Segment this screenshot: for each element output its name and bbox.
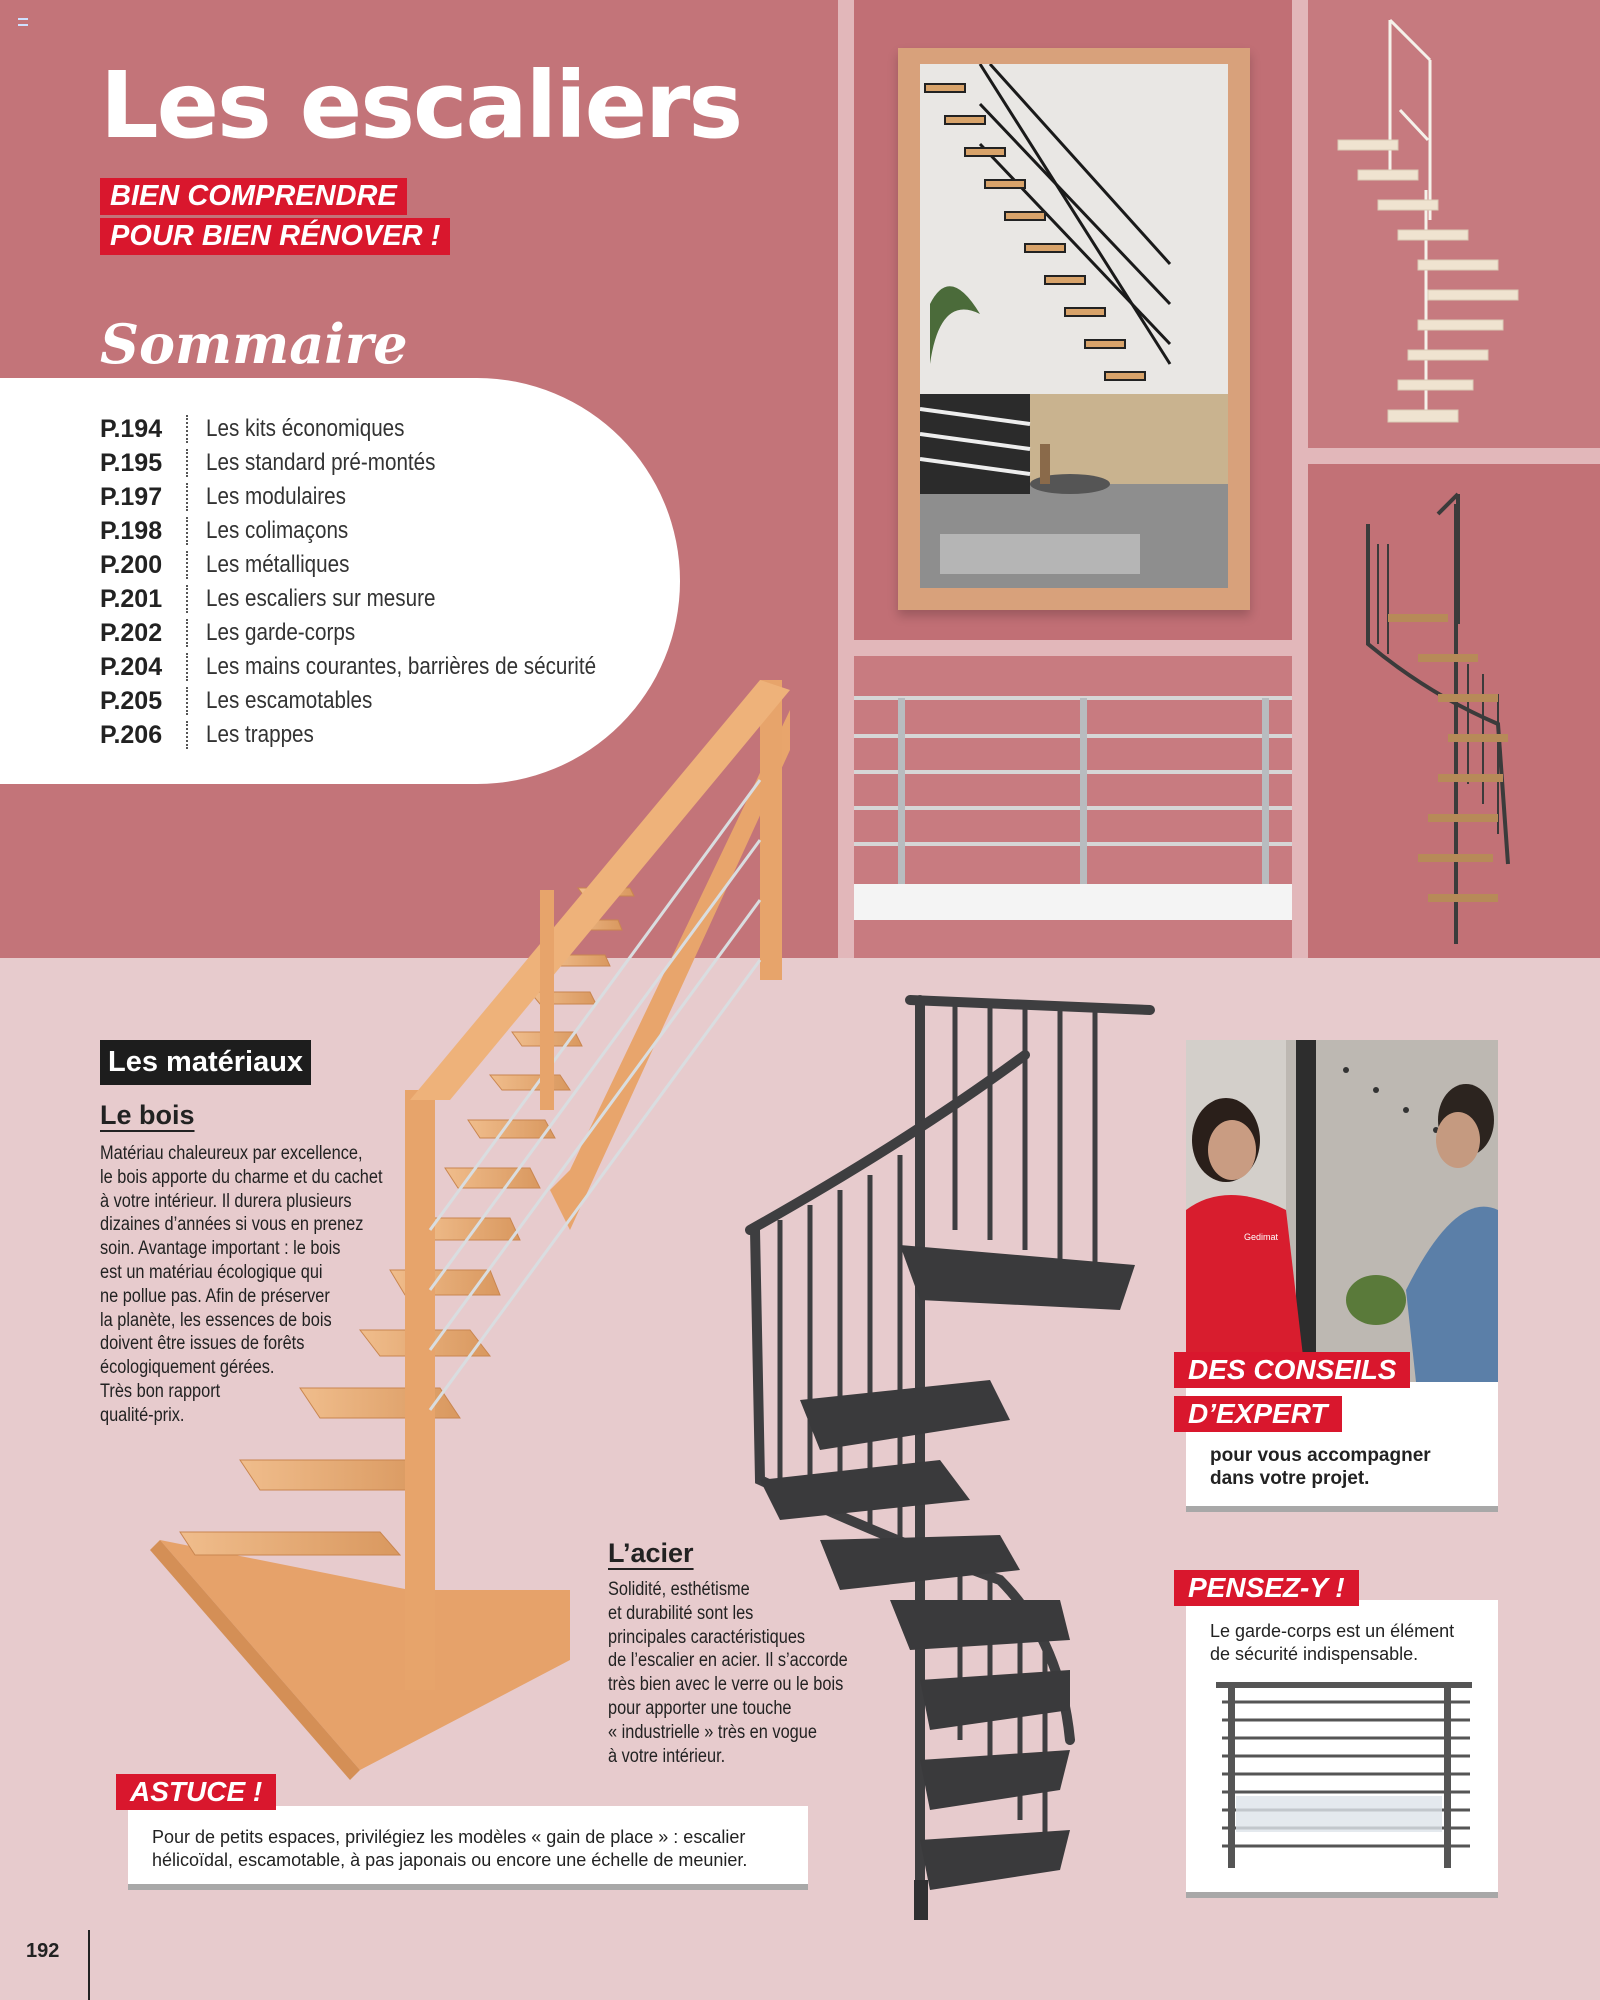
toc-item[interactable]	[100, 616, 660, 650]
toc-label: Les escamotables	[206, 687, 373, 714]
page-divider	[88, 1930, 90, 2000]
toc-item[interactable]	[100, 582, 660, 616]
astuce-text: Pour de petits espaces, privilégiez les modèles « gain de place » : escalier hélicoïdal, escamotable, à pas japonais ou encore une échelle de meunier.	[152, 1827, 748, 1870]
toc-page: P.202	[100, 618, 163, 647]
expert-photo	[1186, 1040, 1498, 1382]
toc-separator	[186, 517, 188, 545]
toc-item[interactable]	[100, 548, 660, 582]
expert-text: pour vous accompagner dans votre projet.	[1210, 1445, 1431, 1489]
toc-separator	[186, 483, 188, 511]
toc-label: Les colimaçons	[206, 517, 349, 544]
white-modular-staircase-illustration	[1308, 0, 1600, 448]
toc-separator	[186, 585, 188, 613]
expert-tag-line1: DES CONSEILS	[1174, 1352, 1410, 1388]
panel-divider	[838, 0, 854, 958]
interior-staircase-illustration	[920, 64, 1228, 588]
panel-divider	[854, 640, 1292, 656]
panel-divider	[1292, 0, 1308, 958]
toc-page: P.201	[100, 584, 163, 613]
toc-separator	[186, 619, 188, 647]
toc-separator	[186, 449, 188, 477]
astuce-tag: ASTUCE !	[116, 1774, 276, 1810]
wood-description: Matériau chaleureux par excellence, le bois apporte du charme et du cachet à votre intérieur. Il durera plusieurs dizaines d’années si vous en prenez soin. Avantage important : le bois est un matériau écologique qui ne pollue pas. Afin de préserver la planète, les essences de bois doivent être issues de forêts écologiquement gérées. Très bon rapport qualité-prix.	[100, 1143, 383, 1426]
toc-label: Les métalliques	[206, 551, 350, 578]
panel-divider	[1308, 448, 1600, 464]
materials-heading: Les matériaux	[100, 1040, 311, 1085]
toc-page: P.204	[100, 652, 163, 681]
toc-page: P.206	[100, 720, 163, 749]
toc-page: P.195	[100, 448, 163, 477]
wood-title: Le bois	[100, 1100, 195, 1130]
steel-title: L’acier	[608, 1538, 694, 1568]
page-title: Les escaliers	[100, 52, 742, 159]
guardrail-illustration	[1212, 1680, 1476, 1870]
toc-label: Les escaliers sur mesure	[206, 585, 436, 612]
interior-photo-frame	[898, 48, 1250, 610]
tagline-line1: BIEN COMPRENDRE	[100, 178, 407, 215]
toc-item[interactable]	[100, 412, 660, 446]
shirt-logo: Gedimat	[1244, 1232, 1279, 1242]
toc-item[interactable]	[100, 480, 660, 514]
steel-description: Solidité, esthétisme et durabilité sont les principales caractéristiques de l’escalier en acier. Il s’accorde très bien avec le verre ou le bois pour apporter une touche « industrielle » très en vogue à votre intérieur.	[608, 1579, 848, 1767]
pensez-tag: PENSEZ-Y !	[1174, 1570, 1359, 1606]
interior-photo	[920, 64, 1228, 588]
page-number: 192	[26, 1940, 60, 1962]
toc-page: P.197	[100, 482, 163, 511]
spiral-staircase-illustration	[1308, 464, 1600, 958]
menu-icon[interactable]	[18, 18, 28, 26]
tagline-line2: POUR BIEN RÉNOVER !	[100, 218, 450, 255]
sommaire-title: Sommaire	[100, 312, 408, 376]
steel-spiral-staircase-illustration	[740, 980, 1160, 1950]
toc-separator	[186, 551, 188, 579]
toc-page: P.200	[100, 550, 163, 579]
toc-item[interactable]	[100, 514, 660, 548]
toc-label: Les modulaires	[206, 483, 346, 510]
toc-page: P.205	[100, 686, 163, 715]
toc-item[interactable]	[100, 446, 660, 480]
toc-label: Les trappes	[206, 721, 314, 748]
toc-label: Les garde-corps	[206, 619, 356, 646]
inox-railing-illustration	[854, 656, 1292, 958]
toc-label: Les mains courantes, barrières de sécurité	[206, 653, 597, 680]
toc-page: P.194	[100, 414, 163, 443]
toc-page: P.198	[100, 516, 163, 545]
toc-label: Les kits économiques	[206, 415, 405, 442]
expert-illustration	[1186, 1040, 1498, 1382]
expert-tag-line2: D’EXPERT	[1174, 1396, 1342, 1432]
toc-separator	[186, 415, 188, 443]
toc-label: Les standard pré-montés	[206, 449, 436, 476]
pensez-text: Le garde-corps est un élément de sécurité indispensable.	[1210, 1621, 1455, 1664]
